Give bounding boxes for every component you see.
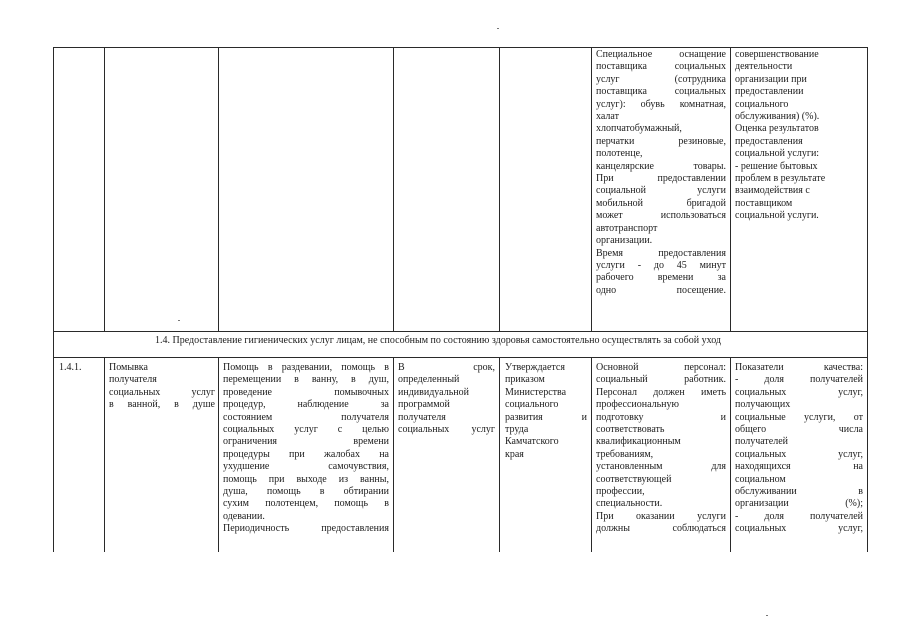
text-line: подготовку и [596,411,726,423]
row-column-divider-4 [499,357,500,552]
text-line: перемещении в ванну, в душ, [223,374,389,386]
text-line: услуг (сотрудника [596,73,726,85]
text-line: общего числа [735,424,863,436]
text-line: ухудшение самочувствия, [223,461,389,473]
text-line: требованиям, [596,448,654,460]
text-line: полотенце, [596,148,643,160]
text-line: мобильной бригадой [596,197,726,209]
text-line: социальных услуг [398,424,495,436]
text-line: совершенствование [735,49,819,60]
column-divider-5 [591,47,592,331]
text-line: Персонал должен иметь [596,386,726,398]
text-line: взаимодействия с [735,185,810,197]
text-line: социального [505,399,559,411]
scan-speck [497,28,499,29]
text-line: Помощь в раздевании, помощь в [223,362,389,373]
text-line: профессиональную [596,399,679,411]
row-column-divider-3 [393,357,394,552]
column-divider-4 [499,47,500,331]
text-line: социальной услуги. [735,210,819,222]
text-line: процедуры при жалобах на [223,448,389,460]
text-line: проведение помывочных [223,386,389,398]
text-line: квалификационным [596,436,681,448]
scan-speck [178,320,180,321]
equipment-cell [596,49,726,297]
text-line: социальных услуг [109,386,215,398]
text-line: одно посещение. [596,284,726,296]
text-line: Камчатского [505,436,559,448]
text-line: организации. [596,235,653,247]
row-column-divider-2 [218,357,219,552]
text-line: социальных услуг с целью [223,424,389,436]
text-line: - доля получателей [735,374,863,386]
text-line: процедур, наблюдение за [223,399,389,411]
text-line: Периодичность предоставления [223,523,389,535]
text-line: При оказании услуги [596,510,726,522]
table-border-right [867,47,868,552]
section-row-bottom [53,357,868,358]
text-line: При предоставлении [596,173,726,185]
column-divider-1 [104,47,105,331]
text-line: рабочего времени за [596,272,726,284]
text-line: программой [398,399,450,411]
text-line: обслуживания) (%). [735,111,820,123]
text-line: Специальное оснащение [596,49,726,60]
text-line: профессии, [596,486,645,498]
text-line: социальных услуг, [735,448,863,460]
text-line: труда [505,424,529,436]
column-divider-3 [393,47,394,331]
text-line: организации при [735,73,807,85]
text-line: получателей [735,436,789,448]
text-line: В срок, [398,362,495,373]
row-column-divider-5 [591,357,592,552]
text-line: организации (%); [735,498,863,510]
table-border-top [53,47,868,48]
quality-cell [735,362,863,536]
text-line: - решение бытовых [735,160,818,172]
text-line: сухим полотенцем, помощь в [223,498,389,510]
text-line: получателя [398,411,446,423]
conditions-cell [596,362,726,536]
row-column-divider-1 [104,357,105,552]
text-line: социальной услуги: [735,148,820,160]
text-line: ограничения времени [223,436,389,448]
text-line: Оценка результатов [735,123,819,135]
text-line: находящихся на [735,461,863,473]
section-row-top [53,331,868,332]
text-line: приказом [505,374,545,386]
text-line: Основной персонал: [596,362,726,373]
text-line: - доля получателей [735,510,863,522]
text-line: социальной услуги [596,185,726,197]
text-line: соответствовать [596,424,665,436]
text-line: поставщика социальных [596,86,726,98]
scan-speck [766,615,768,616]
text-line: края [505,448,524,460]
text-line: халат [596,111,619,123]
text-line: социальные услуги, от [735,411,863,423]
text-line: проблем в результате [735,173,826,185]
text-line: предоставления [735,135,803,147]
text-line: Показатели качества: [735,362,863,373]
quality-cell-top [735,49,863,223]
text-line: помощь при выходе из ванны, [223,473,389,485]
text-line: обслуживании в [735,486,863,498]
text-line: развития и [505,411,587,423]
row-number: 1.4.1. [59,362,82,373]
text-line: Министерства [505,386,567,398]
text-line: соответствующей [596,473,672,485]
table-border-left [53,47,54,552]
text-line: состоянием получателя [223,411,389,423]
section-title: 1.4. Предоставление гигиенических услуг лицам, не способным по состоянию здоровья самостоятельно осуществлять за собой уход [155,335,722,346]
text-line: индивидуальной [398,386,469,398]
text-line: Время предоставления [596,247,726,259]
text-line: перчатки резиновые, [596,135,726,147]
text-line: может использоваться [596,210,726,222]
text-line: социальных услуг, [735,523,863,535]
text-line: предоставлении [735,86,804,98]
service-name-cell [109,362,215,412]
tariff-cell [505,362,587,461]
text-line: социальном [735,473,786,485]
text-line: социальный работник. [596,374,726,386]
text-line: душа, помощь в обтирании [223,486,389,498]
text-line: поставщика социальных [596,61,726,73]
text-line: социального [735,98,789,110]
row-column-divider-6 [730,357,731,552]
text-line: получающих [735,399,791,411]
text-line: одевании. [223,510,265,522]
text-line: деятельности [735,61,793,73]
service-description-cell [223,362,389,536]
text-line: должны соблюдаться [596,523,726,535]
text-line: специальности. [596,498,663,510]
text-line: Утверждается [505,362,565,373]
text-line: в ванной, в душе [109,399,215,411]
text-line: хлопчатобумажный, [596,123,682,135]
text-line: канцелярские товары. [596,160,726,172]
text-line: получателя [109,374,157,386]
text-line: определенный [398,374,460,386]
column-divider-6 [730,47,731,331]
text-line: автотранспорт [596,222,658,234]
text-line: Помывка [109,362,148,373]
text-line: установленным для [596,461,726,473]
column-divider-2 [218,47,219,331]
text-line: услуги - до 45 минут [596,259,726,271]
text-line: услуг): обувь комнатная, [596,98,726,110]
term-cell [398,362,495,436]
text-line: поставщиком [735,197,793,209]
text-line: социальных услуг, [735,386,863,398]
